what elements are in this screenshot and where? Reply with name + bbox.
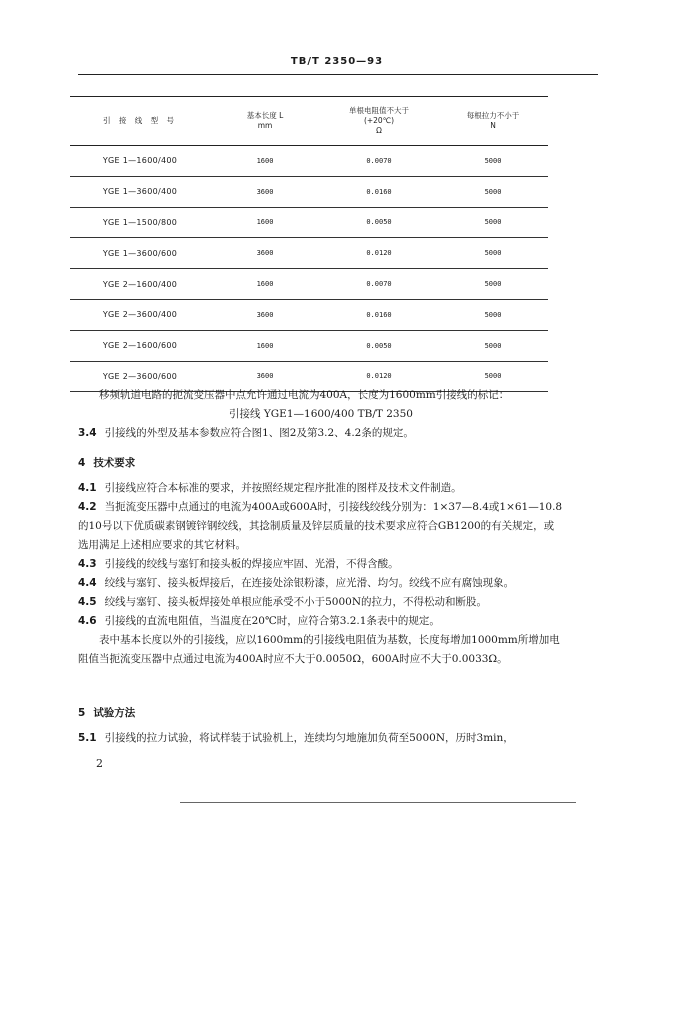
table-row bbox=[70, 146, 548, 177]
section-4 bbox=[78, 454, 564, 669]
cell-length: 1600 bbox=[256, 156, 274, 165]
cell-resistance: 0.0120 bbox=[366, 249, 392, 258]
cell-resistance: 0.0160 bbox=[366, 310, 392, 319]
page-header: TB/T 2350—93 bbox=[290, 56, 384, 67]
header-model: 引 接 线 型 号 bbox=[102, 116, 178, 125]
cell-length: 3600 bbox=[256, 249, 274, 258]
body-text bbox=[78, 386, 564, 443]
header-length-unit: mm bbox=[257, 121, 273, 130]
cell-resistance: 0.0160 bbox=[366, 187, 392, 196]
clause-text: 引接线的直流电阻值，当温度在20℃时，应符合第3.2.1条表中的规定。 bbox=[104, 615, 440, 627]
cell-tension: 5000 bbox=[484, 372, 502, 381]
header-rule bbox=[78, 74, 598, 75]
cell-model: YGE 1—1600/400 bbox=[102, 156, 178, 166]
clause-4-6 bbox=[78, 612, 564, 631]
cell-resistance: 0.0070 bbox=[366, 280, 392, 289]
clause-number: 4.6 bbox=[78, 615, 97, 627]
cell-length: 3600 bbox=[256, 187, 274, 196]
marking-example: 引接线 YGE1—1600/400 TB/T 2350 bbox=[229, 408, 413, 420]
clause-number: 5.1 bbox=[78, 732, 97, 744]
cell-length: 3600 bbox=[256, 310, 274, 319]
header-resistance-unit: Ω bbox=[376, 126, 382, 135]
clause-number: 4.5 bbox=[78, 596, 97, 608]
clause-4-1 bbox=[78, 479, 564, 498]
cell-model: YGE 2—3600/600 bbox=[102, 371, 178, 381]
cell-tension: 5000 bbox=[484, 280, 502, 289]
cell-tension: 5000 bbox=[484, 249, 502, 258]
cell-model: YGE 2—1600/400 bbox=[102, 279, 178, 289]
cell-length: 1600 bbox=[256, 280, 274, 289]
footer-rule bbox=[180, 802, 576, 803]
cell-tension: 5000 bbox=[484, 341, 502, 350]
clause-number: 3.4 bbox=[78, 427, 97, 439]
cell-model: YGE 1—3600/600 bbox=[102, 248, 178, 258]
clause-4-2 bbox=[78, 498, 564, 555]
clause-4-3 bbox=[78, 555, 564, 574]
cell-model: YGE 1—1500/800 bbox=[102, 217, 178, 227]
cell-resistance: 0.0050 bbox=[366, 218, 392, 227]
table-body bbox=[70, 146, 548, 392]
header-length-title: 基本长度 L bbox=[246, 111, 284, 120]
clause-text: 引接线的外型及基本参数应符合图1、图2及第3.2、4.2条的规定。 bbox=[104, 427, 414, 439]
header-tension-title: 每根拉力不小于 bbox=[466, 111, 520, 120]
table-row bbox=[70, 177, 548, 208]
table-header bbox=[70, 97, 548, 146]
clause-text: 引接线应符合本标准的要求，并按照经规定程序批准的图样及技术文件制造。 bbox=[104, 482, 462, 494]
header-resistance-temp: (+20℃) bbox=[363, 116, 395, 125]
cell-model: YGE 2—1600/600 bbox=[102, 341, 178, 351]
cell-model: YGE 1—3600/400 bbox=[102, 187, 178, 197]
section-number: 4 bbox=[78, 457, 86, 469]
header-tension bbox=[438, 97, 548, 145]
cell-length: 1600 bbox=[256, 341, 274, 350]
table-row bbox=[70, 238, 548, 269]
cell-tension: 5000 bbox=[484, 218, 502, 227]
section-5-heading bbox=[78, 704, 564, 723]
clause-number: 4.4 bbox=[78, 577, 97, 589]
clause-text: 引接线的拉力试验，将试样装于试验机上，连续均匀地施加负荷至5000N，历时3min， bbox=[104, 732, 514, 744]
header-tension-unit: N bbox=[490, 121, 496, 130]
clause-4-4 bbox=[78, 574, 564, 593]
clause-text: 当扼流变压器中点通过的电流为400A或600A时，引接线绞线分别为：1×37—8.4或1×61—10.8的10号以下优质碳素钢镀锌钢绞线，其捻制质量及锌层质量的技术要求应符合GB1200的有关规定，或选用满足上述相应要求的其它材料。 bbox=[78, 501, 563, 551]
clause-text: 绞线与塞钉、接头板焊接后，在连接处涂银粉漆，应光滑、均匀。绞线不应有腐蚀现象。 bbox=[104, 577, 515, 589]
table-row bbox=[70, 208, 548, 239]
clause-number: 4.1 bbox=[78, 482, 97, 494]
table-row bbox=[70, 331, 548, 362]
cell-length: 3600 bbox=[256, 372, 274, 381]
cell-tension: 5000 bbox=[484, 156, 502, 165]
section-title: 试验方法 bbox=[93, 707, 136, 719]
cell-tension: 5000 bbox=[484, 187, 502, 196]
clause-3-4 bbox=[78, 424, 564, 443]
cell-length: 1600 bbox=[256, 218, 274, 227]
clause-5-1 bbox=[78, 729, 564, 748]
cell-resistance: 0.0120 bbox=[366, 372, 392, 381]
header-resistance bbox=[320, 97, 438, 145]
section-4-heading bbox=[78, 454, 564, 473]
clause-text: 绞线与塞钉、接头板焊接处单根应能承受不小于5000N的拉力，不得松动和断股。 bbox=[104, 596, 488, 608]
page-number: 2 bbox=[96, 757, 103, 770]
section-5 bbox=[78, 704, 564, 748]
cell-model: YGE 2—3600/400 bbox=[102, 310, 178, 320]
table-row bbox=[70, 269, 548, 300]
clause-4-6-continuation: 表中基本长度以外的引接线，应以1600mm的引接线电阻值为基数，长度每增加1000mm所增加电阻值当扼流变压器中点通过电流为400A时应不大于0.0050Ω，600A时应不大于0.0033Ω。 bbox=[78, 634, 560, 665]
table-row bbox=[70, 300, 548, 331]
clause-number: 4.2 bbox=[78, 501, 97, 513]
section-title: 技术要求 bbox=[93, 457, 136, 469]
cell-tension: 5000 bbox=[484, 310, 502, 319]
header-resistance-title: 单根电阻值不大于 bbox=[349, 106, 409, 115]
parameter-table bbox=[70, 96, 548, 392]
clause-text: 引接线的绞线与塞钉和接头板的焊接应牢固、光滑，不得含酸。 bbox=[104, 558, 399, 570]
header-length bbox=[210, 97, 320, 145]
marking-intro: 移频轨道电路的扼流变压器中点允许通过电流为400A，长度为1600mm引接线的标记： bbox=[99, 389, 510, 401]
cell-resistance: 0.0050 bbox=[366, 341, 392, 350]
section-number: 5 bbox=[78, 707, 86, 719]
clause-number: 4.3 bbox=[78, 558, 97, 570]
clause-4-5 bbox=[78, 593, 564, 612]
cell-resistance: 0.0070 bbox=[366, 156, 392, 165]
